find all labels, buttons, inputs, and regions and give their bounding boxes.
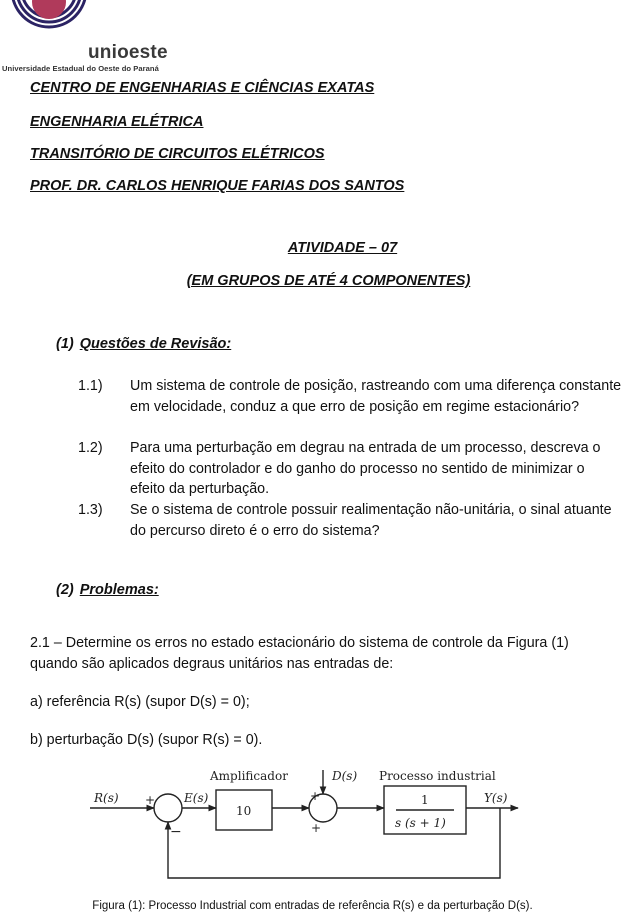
- activity-title: ATIVIDADE – 07: [287, 240, 398, 256]
- error-label: E(s): [184, 791, 209, 805]
- minus-sign: −: [170, 824, 182, 840]
- figure-caption: Figura (1): Processo Industrial com entradas de referência R(s) e da perturbação D(s).: [92, 900, 533, 912]
- question-text: Se o sistema de controle possuir realimentação não-unitária, o sinal atuante do percurso direto é o erro do sistema?: [130, 502, 612, 539]
- section-review-heading: [56, 336, 231, 352]
- problem-item-b: b) perturbação D(s) (supor R(s) = 0).: [30, 732, 263, 748]
- process-numerator: 1: [421, 793, 429, 807]
- plus-sign-2: +: [310, 789, 321, 803]
- plus-sign-3: +: [311, 821, 322, 835]
- header-subject: TRANSITÓRIO DE CIRCUITOS ELÉTRICOS: [30, 146, 325, 162]
- section-label: Problemas:: [79, 582, 159, 598]
- summing-junction-1: [154, 794, 182, 822]
- amplifier-label: Amplificador: [210, 769, 288, 783]
- problem-2-1-line1: 2.1 – Determine os erros no estado estacionário do sistema de controle da Figura (1): [30, 635, 569, 651]
- process-denominator: s (s + 1): [395, 816, 446, 830]
- unioeste-logo-icon: [4, 0, 94, 50]
- amplifier-gain: 10: [236, 804, 252, 818]
- block-diagram: [90, 766, 520, 896]
- question-number: 1.2): [78, 440, 103, 456]
- problem-2-1-line2: quando são aplicados degraus unitários nas entradas de:: [30, 656, 394, 672]
- header-course: ENGENHARIA ELÉTRICA: [30, 114, 204, 130]
- question-number: 1.1): [78, 378, 103, 394]
- plus-sign-1: +: [145, 793, 156, 807]
- question-text: Para uma perturbação em degrau na entrada de um processo, descreva o efeito do controlador e do ganho do processo no sentido de minimizar o efeito da perturbação.: [130, 440, 601, 498]
- question-number: 1.3): [78, 502, 103, 518]
- input-label: R(s): [94, 791, 119, 805]
- section-number: (2): [56, 582, 74, 598]
- question-1-3: [78, 500, 623, 541]
- feedback-path: [168, 808, 500, 878]
- logo-wordmark: unioeste: [88, 42, 168, 63]
- question-1-2: [78, 438, 623, 500]
- question-text: Um sistema de controle de posição, rastreando com uma diferença constante em velocidade, conduz a que erro de posição em regime estacionário?: [130, 378, 622, 415]
- header-professor: PROF. DR. CARLOS HENRIQUE FARIAS DOS SANTOS: [30, 178, 405, 194]
- problem-item-a: a) referência R(s) (supor D(s) = 0);: [30, 694, 250, 710]
- question-1-1: [78, 376, 623, 417]
- section-label: Questões de Revisão:: [79, 336, 232, 352]
- output-label: Y(s): [484, 791, 508, 805]
- disturbance-label: D(s): [332, 769, 358, 783]
- header-center: CENTRO DE ENGENHARIAS E CIÊNCIAS EXATAS: [30, 80, 375, 96]
- activity-subtitle: (EM GRUPOS DE ATÉ 4 COMPONENTES): [186, 273, 471, 289]
- process-label: Processo industrial: [379, 769, 496, 783]
- section-number: (1): [56, 336, 74, 352]
- logo-subtitle: Universidade Estadual do Oeste do Paraná: [2, 64, 159, 73]
- section-problems-heading: [56, 582, 159, 598]
